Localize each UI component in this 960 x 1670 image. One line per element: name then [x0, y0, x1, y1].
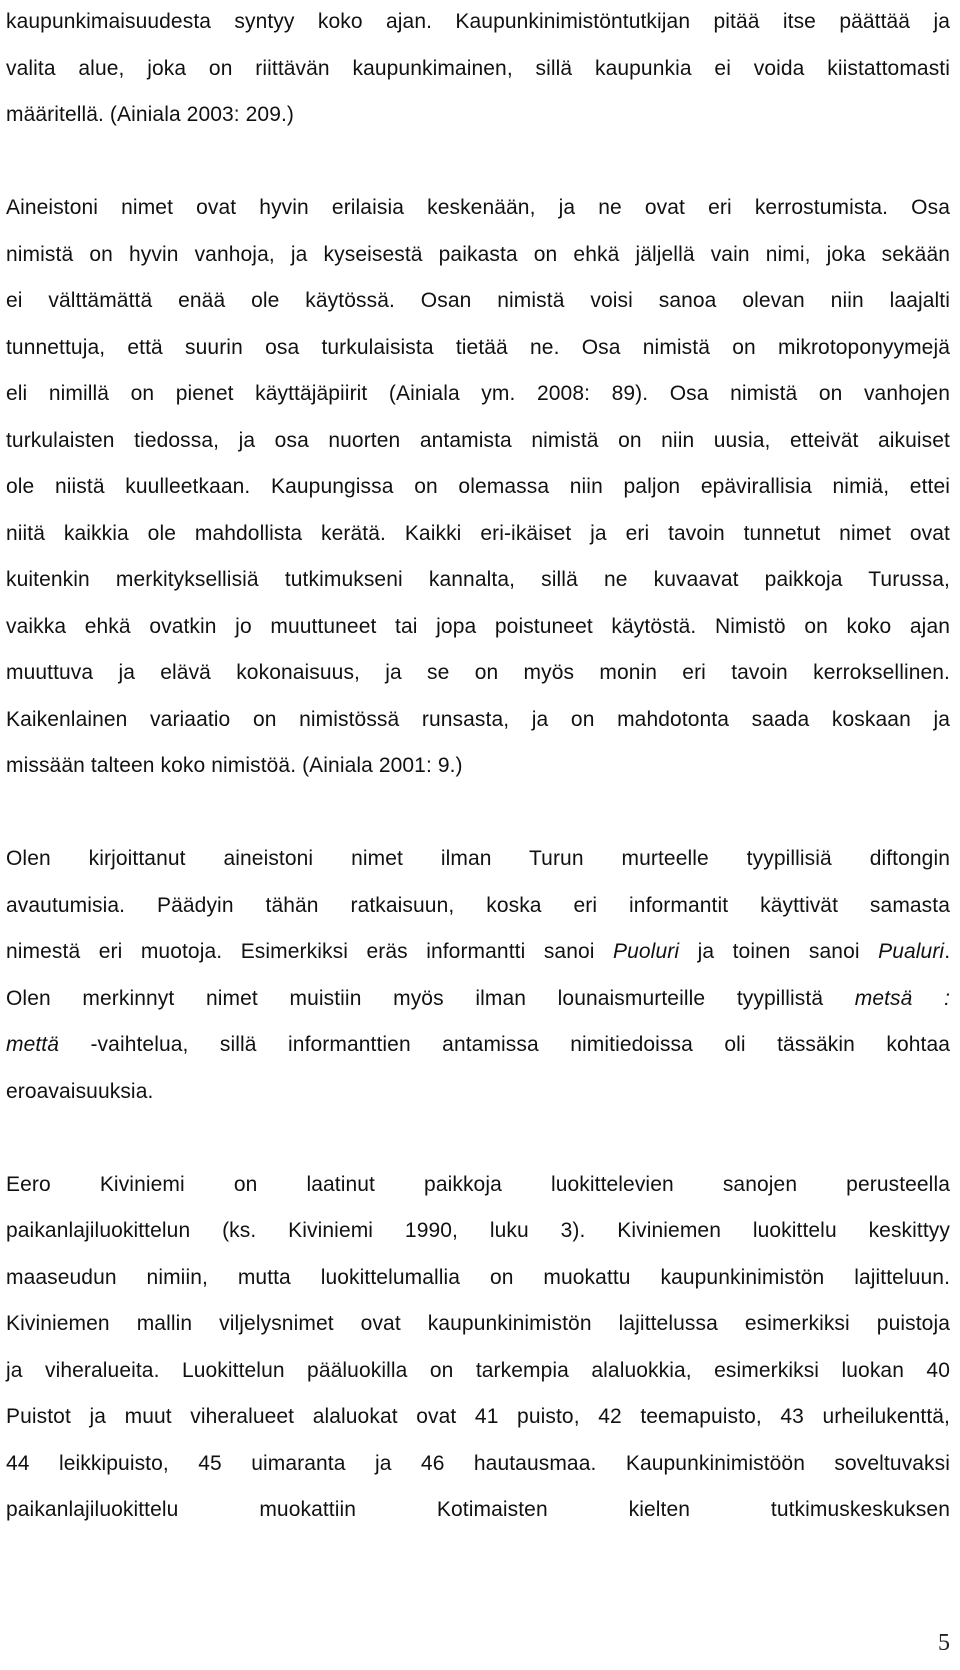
text-line: nimestä eri muotoja. Esimerkiksi eräs informantti sanoi Puoluri ja toinen sanoi Pualuri.: [6, 940, 951, 963]
paragraph-gap: [6, 790, 950, 837]
text-line: vaikka ehkä ovatkin jo muuttuneet tai jopa poistuneet käytöstä. Nimistö on koko ajan: [6, 614, 950, 638]
text-line: nimistä on hyvin vanhoja, ja kyseisestä paikasta on ehkä jäljellä vain nimi, joka sekään: [6, 242, 950, 266]
text-line: Eero Kiviniemi on laatinut paikkoja luokittelevien sanojen perusteella: [6, 1172, 950, 1196]
text-line: Olen kirjoittanut aineistoni nimet ilman Turun murteelle tyypillisiä diftongin: [6, 847, 950, 870]
text-line: avautumisia. Päädyin tähän ratkaisuun, koska eri informantit käyttivät samasta: [6, 893, 950, 917]
text-line: paikanlajiluokittelun (ks. Kiviniemi 1990, luku 3). Kiviniemen luokittelu keskittyy: [6, 1219, 950, 1242]
italic-term: :: [944, 986, 951, 1010]
text-line: eli nimillä on pienet käyttäjäpiirit (Ainiala ym. 2008: 89). Osa nimistä on vanhojen: [6, 382, 950, 405]
text-line: ja viheralueita. Luokittelun pääluokilla on tarkempia alaluokkia, esimerkiksi luokan 40: [6, 1358, 950, 1382]
paragraph-3: [6, 836, 950, 1115]
document-page: [6, 0, 950, 1534]
paragraph-2: [6, 185, 950, 790]
italic-term: Puoluri: [613, 940, 680, 963]
text-line: niitä kaikkia ole mahdollista kerätä. Kaikki eri-ikäiset ja eri tavoin tunnetut nimet ovat: [6, 521, 950, 545]
text-line: tunnettuja, että suurin osa turkulaisista tietää ne. Osa nimistä on mikrotoponyymejä: [6, 335, 950, 359]
italic-term: metsä: [854, 986, 913, 1010]
text-line: kaupunkimaisuudesta syntyy koko ajan. Kaupunkinimistöntutkijan pitää itse päättää ja: [6, 10, 950, 33]
text-line: 44 leikkipuisto, 45 uimaranta ja 46 hautausmaa. Kaupunkinimistöön soveltuvaksi: [6, 1451, 950, 1475]
text-line: Kaikenlainen variaatio on nimistössä runsasta, ja on mahdotonta saada koskaan ja: [6, 707, 950, 731]
text-line: määritellä. (Ainiala 2003: 209.): [6, 103, 295, 126]
text-line: Kiviniemen mallin viljelysnimet ovat kaupunkinimistön lajittelussa esimerkiksi puistoja: [6, 1312, 950, 1335]
text-line: kuitenkin merkityksellisiä tutkimukseni kannalta, sillä ne kuvaavat paikkoja Turussa,: [6, 568, 950, 591]
text-line: maaseudun nimiin, mutta luokittelumallia on muokattu kaupunkinimistön lajitteluun.: [6, 1265, 950, 1289]
text-line: paikanlajiluokittelu muokattiin Kotimaisten kielten tutkimuskeskuksen: [6, 1498, 950, 1521]
text-line: mettä -vaihtelua, sillä informanttien antamissa nimitiedoissa oli tässäkin kohtaa: [6, 1033, 951, 1056]
paragraph-gap: [6, 139, 950, 186]
page-number: 5: [938, 1630, 950, 1656]
italic-term: Pualuri: [878, 940, 945, 963]
paragraph-1: [6, 0, 950, 139]
text-line: eroavaisuuksia.: [6, 1079, 154, 1103]
paragraph-gap: [6, 1115, 950, 1162]
text-line: muuttuva ja elävä kokonaisuus, ja se on myös monin eri tavoin kerroksellinen.: [6, 661, 950, 684]
text-line: Puistot ja muut viheralueet alaluokat ovat 41 puisto, 42 teemapuisto, 43 urheilukenttä,: [6, 1405, 950, 1428]
text-line: missään talteen koko nimistöä. (Ainiala 2001: 9.): [6, 754, 463, 777]
text-line: Aineistoni nimet ovat hyvin erilaisia keskenään, ja ne ovat eri kerrostumista. Osa: [6, 196, 950, 219]
text-line: ole niistä kuulleetkaan. Kaupungissa on olemassa niin paljon epävirallisia nimiä, ettei: [6, 475, 950, 498]
paragraph-4: [6, 1162, 950, 1534]
text-line: ei välttämättä enää ole käytössä. Osan nimistä voisi sanoa olevan niin laajalti: [6, 289, 950, 312]
text-line: valita alue, joka on riittävän kaupunkimainen, sillä kaupunkia ei voida kiistattomasti: [6, 56, 950, 80]
text-line: Olen merkinnyt nimet muistiin myös ilman lounaismurteille tyypillistä metsä :: [6, 986, 951, 1010]
italic-term: mettä: [6, 1033, 60, 1056]
text-line: turkulaisten tiedossa, ja osa nuorten antamista nimistä on niin uusia, etteivät aikuiset: [6, 428, 950, 452]
